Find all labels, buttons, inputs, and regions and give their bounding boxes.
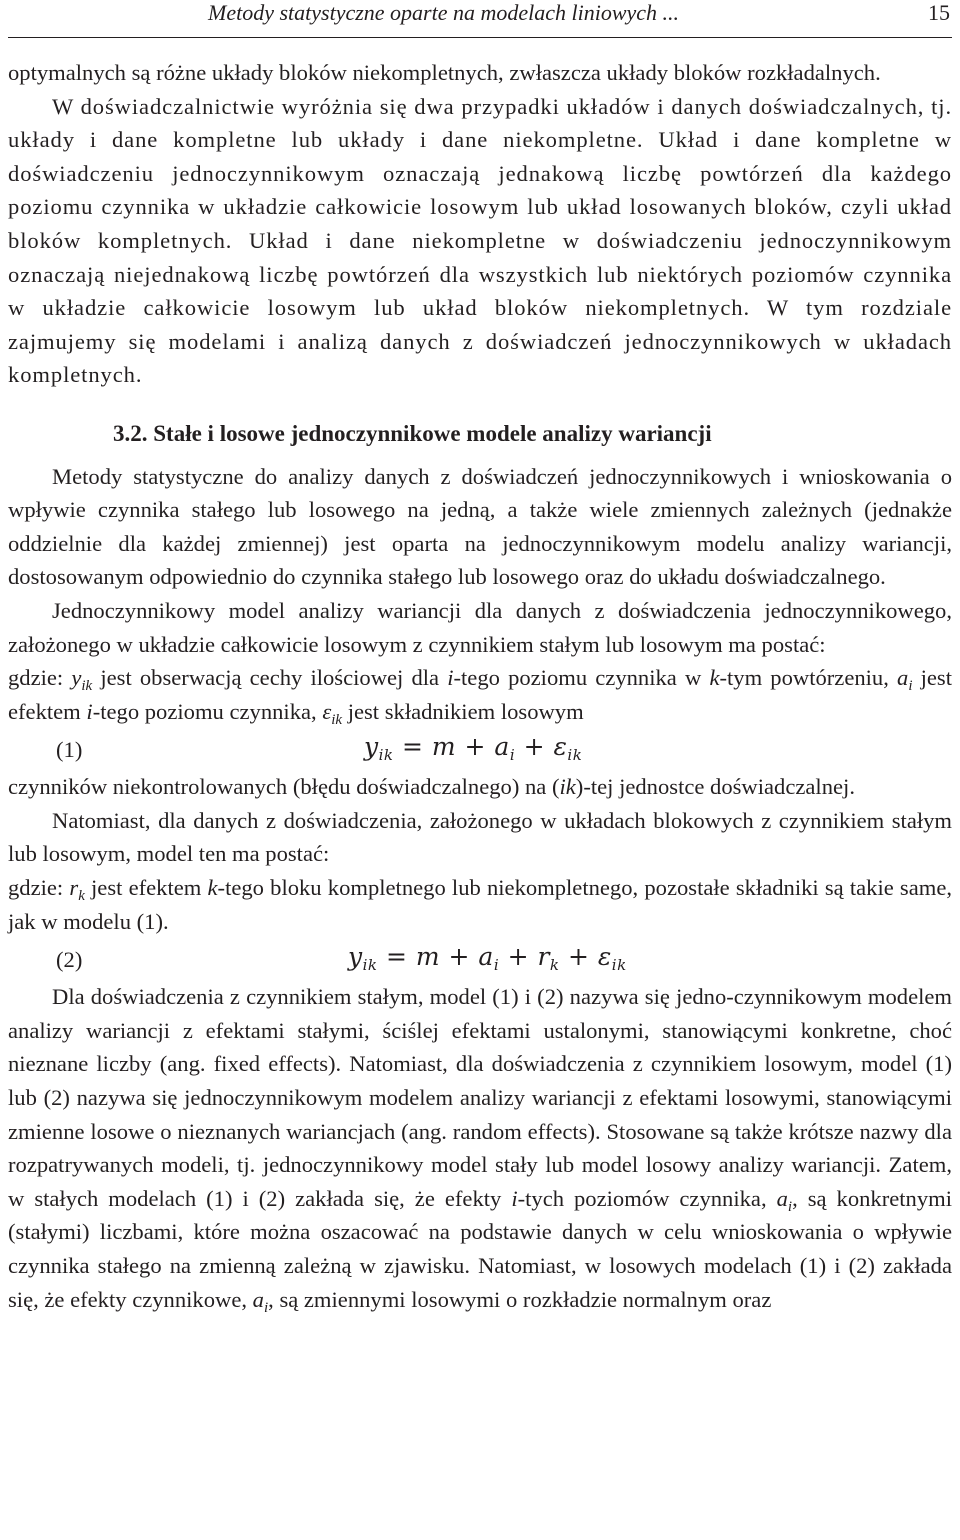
paragraph-9: Dla doświadczenia z czynnikiem stałym, model (1) i (2) nazywa się jedno-czynnikowym modelem analizy wariancji z efektami stałymi, ściślej efektami ustalonymi, stanowiącymi konkretne, choć nieznane liczby (ang. fixed effects). Natomiast, dla doświadczenia z czynnikiem losowym, model (1) lub (2) nazywa się jednoczynnikowym modelem analizy wariancji z efektami losowymi, stanowiącymi zmienne losowe o nieznanych wariancjach (ang. random effects). Stosowane są także krótsze nazwy dla rozpatrywanych modeli, tj. jednoczynnikowy model stały lub model losowy analizy wariancji. Zatem, w stałych modelach (1) i (2) zakłada się, że efekty i-tych poziomów czynnika, $a_i$, są konkretnymi (stałymi) liczbami, które można oszacować na podstawie danych w celu wnioskowania o wpływie czynnika stałego na zmienną zależną w zjawisku. Natomiast, w losowych modelach (1) i (2) zakłada się, że efekty czynnikowe, $a_i$, są zmiennymi losowymi o rozkładzie normalnym oraz <box>8 984 952 1316</box>
paragraph-3: Metody statystyczne do analizy danych z doświadczeń jednoczynnikowych i wnioskowania o wpływie czynnika stałego lub losowego na jedną, a także wiele zmiennych zależnych (jednakże oddzielnie dla każdej zmiennej) jest oparta na jednoczynnikowym modelu analizy wariancji, dostosowanym odpowiednio do czynnika stałego lub losowego oraz do układu doświadczalnego. <box>8 463 952 590</box>
paragraph-2-text: W doświadczalnictwie wyróżnia się dwa przypadki układów i danych doświadczalnych, tj. układy i dane kompletne lub układy i dane niekompletne. Układ i dane kompletne w doświadczeniu jednoczynnikowym oznaczają jednakową liczbę powtórzeń dla każdego poziomu czynnika w układzie całkowicie losowym lub układ losowanych bloków, czyli układ bloków kompletnych. Układ i dane niekompletne w doświadczeniu jednoczynnikowym oznaczają niejednakową liczbę powtórzeń dla wszystkich lub niektórych poziomów czynnika w układzie całkowicie losowym lub układ bloków niekompletnych. W tym rozdziale zajmujemy się modelami i analizą danych z doświadczeń jednoczynnikowych w układach kompletnych. <box>8 93 952 388</box>
paragraph-5: gdzie: $y_{ik}$ jest obserwacją cechy ilościowej dla i-tego poziomu czynnika w k-tym powtórzeniu, $a_i$ jest efektem i-tego poziomu czynnika, $\varepsilon_{ik}$ jest składnikiem losowym <box>8 665 953 728</box>
running-header <box>8 0 952 36</box>
running-title: Metody statystyczne oparte na modelach liniowych ... <box>208 0 680 25</box>
paragraph-8: gdzie: $r_k$ jest efektem k-tego bloku kompletnego lub niekompletnego, pozostałe składniki są takie same, jak w modelu (1). <box>8 875 953 934</box>
paragraph-7: Natomiast, dla danych z doświadczenia, założonego w układach blokowych z czynnikiem stałym lub losowym, model ten ma postać: <box>8 807 952 867</box>
equation-1 <box>8 730 952 768</box>
paragraph-2 <box>8 90 952 392</box>
equation-1-formula: $y_{ik} = m + a_i + \varepsilon_{ik}$ <box>364 732 583 765</box>
equation-1-number: (1) <box>56 737 83 763</box>
header-rule <box>8 37 952 38</box>
equation-2-formula: $y_{ik} = m + a_i + r_k + \varepsilon_{ik}$ <box>348 942 627 975</box>
paragraph-6: czynników niekontrolowanych (błędu doświadczalnego) na (ik)-tej jednostce doświadczalnej. <box>8 774 855 800</box>
body-text <box>8 56 952 1316</box>
equation-2 <box>8 940 952 978</box>
paragraph-1: optymalnych są różne układy bloków niekompletnych, zwłaszcza układy bloków rozkładalnych. <box>8 60 881 85</box>
section-heading: 3.2. Stałe i losowe jednoczynnikowe modele analizy wariancji <box>113 420 712 446</box>
page-number: 15 <box>928 0 950 25</box>
paragraph-4: Jednoczynnikowy model analizy wariancji dla danych z doświadczenia jednoczynnikowego, założonego w układzie całkowicie losowym z czynnikiem stałym lub losowym ma postać: <box>8 597 952 657</box>
equation-2-number: (2) <box>56 947 83 973</box>
